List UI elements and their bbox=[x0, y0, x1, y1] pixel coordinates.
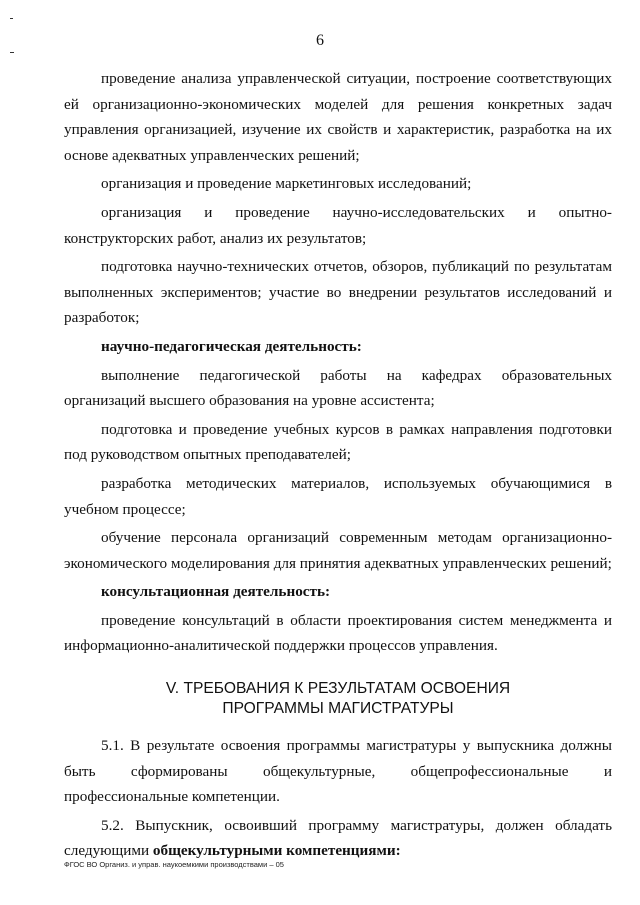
clause-5-2-bold: общекультурными компетенциями: bbox=[152, 842, 401, 860]
paragraph-reports: подготовка научно-технических отчетов, обзоров, публикаций по результатам выполненных экспериментов; участие во внедрении результатов исследований и разработок; bbox=[64, 258, 612, 327]
subheading-consulting: консультационная деятельность: bbox=[101, 583, 331, 601]
section-heading bbox=[64, 679, 612, 719]
scan-mark-top bbox=[10, 18, 13, 19]
paragraph-research-work: организация и проведение научно-исследовательских и опытно-конструкторских работ, анализ их результатов; bbox=[64, 203, 612, 247]
paragraph-teaching-work: выполнение педагогической работы на кафедрах образовательных организаций высшего образования на уровне ассистента; bbox=[64, 366, 612, 410]
clause-5-2-text: 5.2. Выпускник, освоивший программу магистратуры, должен обладать следующими bbox=[64, 816, 612, 860]
paragraph-staff-training: обучение персонала организаций современным методам организационно-экономического моделирования для принятия адекватных управленческих решений; bbox=[64, 529, 612, 572]
page-number: 6 bbox=[316, 32, 324, 49]
section-heading-line1: V. ТРЕБОВАНИЯ К РЕЗУЛЬТАТАМ ОСВОЕНИЯ bbox=[165, 680, 511, 698]
paragraph-training-courses: подготовка и проведение учебных курсов в рамках направления подготовки под руководством опытных преподавателей; bbox=[64, 420, 612, 464]
clause-5-1: 5.1. В результате освоения программы магистратуры у выпускника должны быть сформированы общекультурные, общепрофессиональные и профессиональные компетенции. bbox=[64, 737, 612, 806]
section-heading-line2: ПРОГРАММЫ МАГИСТРАТУРЫ bbox=[222, 700, 454, 718]
footer-note: ФГОС ВО Организ. и управ. наукоемкими производствами – 05 bbox=[64, 860, 284, 869]
document-body bbox=[64, 66, 612, 864]
scan-mark-left bbox=[10, 52, 14, 53]
paragraph-methodical-materials: разработка методических материалов, используемых обучающимися в учебном процессе; bbox=[64, 474, 612, 518]
paragraph-marketing-research: организация и проведение маркетинговых исследований; bbox=[101, 175, 472, 193]
subheading-scientific-pedagogical: научно-педагогическая деятельность: bbox=[101, 337, 362, 355]
paragraph-management-analysis: проведение анализа управленческой ситуации, построение соответствующих ей организационно-экономических моделей для решения конкретных задач управления организацией, изучение их свойств и характеристик, разработка на их основе адекватных управленческих решений; bbox=[64, 70, 612, 164]
paragraph-consulting: проведение консультаций в области проектирования систем менеджмента и информационно-аналитической поддержки процессов управления. bbox=[64, 611, 612, 655]
clause-5-2 bbox=[64, 813, 612, 864]
